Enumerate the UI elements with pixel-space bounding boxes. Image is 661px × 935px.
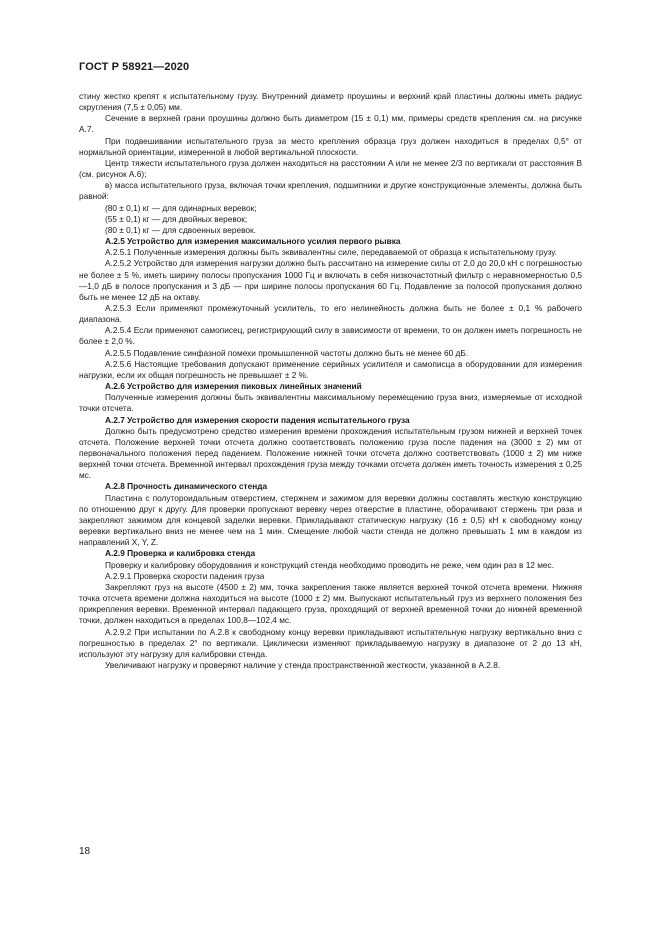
document-header: ГОСТ Р 58921—2020 xyxy=(79,61,190,73)
paragraph: А.2.9.1 Проверка скорости падения груза xyxy=(105,570,265,581)
paragraph: Сечение в верхней грани проушины должно быть диаметром (15 ± 0,1) мм, примеры средств крепления см. на рисунке А.7. xyxy=(79,113,582,135)
section-heading: А.2.5 Устройство для измерения максимального усилия первого рывка xyxy=(105,236,401,247)
document-body xyxy=(79,91,582,671)
paragraph: А.2.5.4 Если применяют самописец, регистрирующий силу в зависимости от времени, то он должен иметь погрешность не более ± 2,0 %. xyxy=(79,325,582,347)
paragraph: в) масса испытательного груза, включая точки крепления, подшипники и другие конструкционные элементы, должна быть равной: xyxy=(79,180,582,202)
paragraph: А.2.5.2 Устройство для измерения нагрузки должно быть рассчитано на измерение силы от 2,0 до 20,0 кН с погрешностью не более ± 5 %, иметь ширину полосы пропускания 1000 Гц и включать в себя низкочастотный фильтр с неравномерностью 0,5—1,0 дБ в полосе пропускания и 3 дБ — при ширине полосы пропускания 60 Гц. Подавление за полосой пропускания должно быть не менее 12 дБ на октаву. xyxy=(79,258,582,302)
paragraph: (80 ± 0,1) кг — для одинарных веревок; xyxy=(105,202,257,213)
page-number: 18 xyxy=(79,846,91,857)
paragraph: Центр тяжести испытательного груза должен находиться на расстоянии A или не менее 2/3 по вертикали от расстояния B (см. рисунок А.6); xyxy=(79,157,582,180)
paragraph: Пластина с полутороидальным отверстием, стержнем и зажимом для веревки должны составлять жесткую конструкцию по отношению друг к другу. Для проверки пропускают веревку через отверстие в пластине, оборачивают стержень три раза и закрепляют зажимом для концевой заделки веревки. Прикладывают статическую нагрузку (16 ± 0,5) кН к свободному концу веревки вертикально вниз не менее чем на 1 мин. Смещение любой части стенда не должно превышать 1 мм в каждом из направлений X, Y, Z. xyxy=(79,492,582,548)
paragraph: стину жестко крепят к испытательному грузу. Внутренний диаметр проушины и верхний край пластины должны иметь радиус скругления (7,5 ± 0,05) мм. xyxy=(79,91,582,113)
paragraph: При подвешивании испытательного груза за место крепления образца груз должен находиться в пределах 0,5° от нормальной ориентации, измеренной в любой вертикальной плоскости. xyxy=(79,135,582,157)
paragraph: А.2.5.5 Подавление синфазной помехи промышленной частоты должно быть не менее 60 дБ. xyxy=(105,347,469,358)
paragraph: (55 ± 0,1) кг — для двойных веревок; xyxy=(105,213,248,224)
paragraph: Полученные измерения должны быть эквивалентны максимальному перемещению груза вниз, измеряемые от исходной точки отсчета. xyxy=(79,392,582,414)
paragraph: А.2.5.6 Настоящие требования допускают применение серийных усилителя и самописца в оборудовании для измерения нагрузки, если их общая погрешность не превышает ± 2 %. xyxy=(79,358,582,380)
section-heading: А.2.9 Проверка и калибровка стенда xyxy=(105,548,256,559)
paragraph: А.2.5.3 Если применяют промежуточный усилитель, то его нелинейность должна быть не более ± 0,1 % рабочего диапазона. xyxy=(79,302,582,325)
section-heading: А.2.8 Прочность динамического стенда xyxy=(105,481,268,492)
paragraph: Проверку и калибровку оборудования и конструкций стенда необходимо проводить не реже, чем один раз в 12 мес. xyxy=(105,559,554,570)
paragraph: А.2.9.2 При испытании по А.2.8 к свободному концу веревки прикладывают испытательную нагрузку вертикально вниз с погрешностью в пределах 2° по вертикали. Циклически изменяют прикладываемую нагрузку в диапазоне от 2 до 13 кН, используют эту нагрузку для калибровки стенда. xyxy=(79,626,582,659)
paragraph: А.2.5.1 Полученные измерения должны быть эквивалентны силе, передаваемой от образца к испытательному грузу. xyxy=(105,247,557,258)
paragraph: Должно быть предусмотрено средство измерения времени прохождения испытательным грузом нижней и верхней точек отсчета. Положение верхней точки отсчета должно соответствовать положению груза после падения на (3000 ± 2) мм от первоначального положения перед падением. Положение нижней точки отсчета должно соответствовать (1000 ± 2) мм ниже верхней точки отсчета. Временной интервал прохождения груза между точками отсчета должен иметь точность измерения ± 0,25 мс. xyxy=(79,425,582,481)
section-heading: А.2.7 Устройство для измерения скорости падения испытательного груза xyxy=(105,414,410,425)
paragraph: (80 ± 0,1) кг — для сдвоенных веревок. xyxy=(105,224,256,235)
paragraph: Увеличивают нагрузку и проверяют наличие у стенда пространственной жесткости, указанной в А.2.8. xyxy=(105,659,501,670)
paragraph: Закрепляют груз на высоте (4500 ± 2) мм, точка закрепления также является верхней точкой отсчета времени. Нижняя точка отсчета времени должна находиться на высоте (1000 ± 2) мм. Выпускают испытательный груз из верхнего положения без прикрепления веревки. Временной интервал падающего груза, проходящий от верхней временной точки до нижней временной точки, должен находиться в пределах 100,8—102,4 мс. xyxy=(79,581,582,626)
section-heading: А.2.6 Устройство для измерения пиковых линейных значений xyxy=(105,381,362,392)
